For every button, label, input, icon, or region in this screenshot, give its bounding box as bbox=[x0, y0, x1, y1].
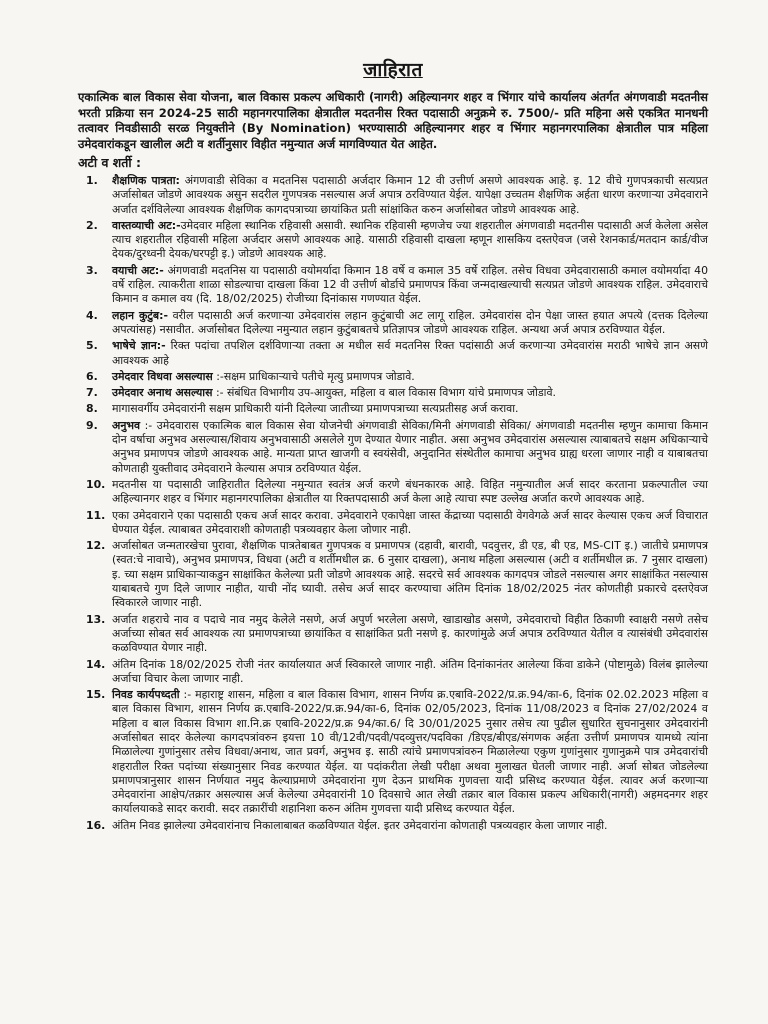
item-text: मागासवर्गीय उमेदवारांनी सक्षम प्राधिकारी यांनी दिलेल्या जातीच्या प्रमाणपत्राच्या सत्यप्रतीसह अर्ज करावा. bbox=[112, 402, 519, 416]
item-text: :- उमेदवारास एकात्मिक बाल विकास सेवा योजनेची अंगणवाडी सेविका/मिनी अंगणवाडी सेविका/ अंगणवाडी मदतनीस म्हणुन कामाचा किमान दोन वर्षाचा अनुभव असल्यास/शिवाय अनुभवासाठी असलेले गुण देण्यात येणार नाहीत. असा अनुभव उमेदवारांस असल्यास त्याबाबतचे सक्षम अधिकाऱ्याचे अनुभव प्रमाणपत्र जोडणे आवश्यक आहे. मान्यता प्राप्त खाजगी व स्वयंसेवी, अनुदानित संस्थेतील कामाचा अनुभव ग्राह्य धरला जाणार नाही व याबाबतचा कोणताही युक्तीवाद उमेदवाराने केल्यास अपात्र ठरविण्यात येईल. bbox=[112, 418, 708, 475]
item-text: उमेदवार महिला स्थानिक रहिवासी असावी. स्थानिक रहिवासी म्हणजेच ज्या शहरातील अंगणवाडी मदतनीस पदासाठी अर्ज केलेला असेल त्याच शहरातील रहिवासी महिला अर्जदार असणे आवश्यक आहे. यासाठी रहिवासी दाखला म्हणून शासकिय दस्तऐवज (जसे रेशनकार्ड/मतदान कार्ड/वीज देयक/दुरध्वनी देयक/घरपट्टी इ.) जोडणे आवश्यक आहे. bbox=[112, 218, 708, 261]
condition-item bbox=[78, 264, 708, 307]
item-label: उमेदवार विधवा असल्यास bbox=[112, 369, 213, 383]
item-number: 12. bbox=[86, 539, 106, 553]
item-number: 13. bbox=[86, 612, 106, 626]
item-number: 11. bbox=[86, 508, 106, 522]
item-text: :-सक्षम प्राधिकाऱ्याचे पतीचे मृत्यु प्रमाणपत्र जोडावे. bbox=[212, 369, 415, 383]
item-label: भाषेचे ज्ञान:- bbox=[112, 339, 166, 353]
item-number: 9. bbox=[86, 418, 98, 432]
condition-item bbox=[78, 478, 708, 507]
item-label: उमेदवार अनाथ असल्यास bbox=[112, 386, 213, 400]
condition-item bbox=[78, 339, 708, 368]
item-number: 8. bbox=[86, 402, 98, 416]
condition-item bbox=[78, 386, 708, 400]
item-text: अंतिम दिनांक 18/02/2025 रोजी नंतर कार्यालयात अर्ज स्विकारले जाणार नाही. अंतिम दिनांकानंतर आलेल्या किंवा डाकेने (पोष्टामुळे) विलंब झालेल्या अर्जाचा विचार केला जाणार नाही. bbox=[112, 657, 708, 685]
condition-item bbox=[78, 419, 708, 476]
condition-item bbox=[78, 509, 708, 538]
item-text: अंगणवाडी मदतनिस या पदासाठी वयोमर्यादा किमान 18 वर्षे व कमाल 35 वर्षे राहिल. तसेच विधवा उमेदवारासाठी कमाल वयोमर्यादा 40 वर्षे राहिल. त्याकरीता शाळा सोडल्याचा दाखला किंवा 12 वी उत्तीर्ण बोर्डाचे प्रमाणपत्र किंवा जन्मदाखल्याची सत्यप्रत जोडणे आवश्यक राहिल. उमेदवाराचे किमान व कमाल वय (दि. 18/02/2025) रोजीच्या दिनांकास गणण्यात येईल. bbox=[112, 263, 709, 306]
condition-item bbox=[78, 219, 708, 262]
item-text: अंतिम निवड झालेल्या उमेदवारांनाच निकालाबाबत कळविण्यात येईल. इतर उमेदवारांना कोणताही पत्रव्यवहार केला जाणार नाही. bbox=[112, 818, 608, 832]
item-text: रिक्त पदांचा तपशिल दर्शविणाऱ्या तक्ता अ मधील सर्व मदतनिस रिक्त पदांसाठी अर्ज करणाऱ्या उमेदवारांस मराठी भाषेचे ज्ञान असणे आवश्यक आहे bbox=[112, 339, 709, 367]
item-label: शैक्षणिक पात्रता: bbox=[112, 174, 180, 187]
conditions-list bbox=[78, 174, 708, 833]
item-text: वरील पदासाठी अर्ज करणाऱ्या उमेदवारांस लहान कुटुंबाची अट लागू राहिल. उमेदवारांस दोन पेक्षा जास्त हयात अपत्ये (दत्तक दिलेल्या अपत्यांसह) नसावीत. अर्जासोबत दिलेल्या नमुन्यात लहान कुटुंबाबतचे प्रतिज्ञापत्र जोडणे आवश्यक राहिल. अन्यथा अर्ज अपात्र ठरविण्यात येईल. bbox=[112, 308, 708, 336]
item-label: निवड कार्यपध्दती bbox=[112, 688, 180, 702]
item-label: वास्तव्याची अट:- bbox=[112, 218, 181, 232]
item-text: एका उमेदवाराने एका पदासाठी एकच अर्ज सादर करावा. उमेदवाराने एकापेक्षा जास्त केंद्राच्या पदासाठी वेगवेगळे अर्ज सादर केल्यास एकच अर्ज विचारात घेण्यात येईल. त्याबाबत उमेदवाराशी कोणताही पत्रव्यवहार केला जोणार नाही. bbox=[112, 508, 708, 536]
item-number: 1. bbox=[86, 174, 98, 187]
condition-item bbox=[78, 688, 708, 817]
item-number: 16. bbox=[86, 818, 106, 832]
condition-item bbox=[78, 370, 708, 384]
condition-item bbox=[78, 819, 708, 833]
item-label: लहान कुटुंब:- bbox=[112, 308, 168, 322]
condition-item bbox=[78, 658, 708, 687]
item-number: 4. bbox=[86, 308, 98, 322]
intro-paragraph: एकात्मिक बाल विकास सेवा योजना, बाल विकास प्रकल्प अधिकारी (नागरी) अहिल्यानगर शहर व भिंगार यांचे कार्यालय अंतर्गत अंगणवाडी मदतनीस भरती प्रक्रिया सन 2024-25 साठी महानगरपालिका क्षेत्रातील मदतनीस रिक्त पदासाठी अनुक्रमे रु. 7500/- प्रति महिना असे एकत्रित मानधनी तत्वावर निवडीसाठी सरळ नियुक्तीने (By Nomination) भरण्यासाठी अहिल्यानगर शहर व भिंगार महानगरपालिका क्षेत्रातील पात्र महिला उमेदवारांकडून खालील अटी व शर्तीनुसार विहीत नमुन्यात अर्ज मागविण्यात येत आहेत. bbox=[78, 90, 708, 151]
item-text: अर्जासोबत जन्मतारखेचा पुरावा, शैक्षणिक पात्रतेबाबत गुणपत्रक व प्रमाणपत्र (दहावी, बारावी, पदवुत्तर, डी एड, बी एड, MS-CIT इ.) जातीचे प्रमाणपत्र (स्वत:चे नावाचे), अनुभव प्रमाणपत्र, विधवा (अटी व शर्तीमधील क्र. 6 नुसार दाखला), अनाथ महिला असल्यास (अटी व शर्तीमधील क्र. 7 नुसार दाखला) इ. च्या सक्षम प्राधिकाऱ्याकडुन साक्षांकित केलेल्या प्रती जोडणे आवश्यक आहे. सदरचे सर्व आवश्यक कागदपत्र जोडले नसल्यास अगर साक्षांकित नसल्यास याबाबतचे गुण दिले जाणार नाहीत, याची नोंद घ्यावी. तसेच अर्ज सादर करण्याचा अंतिम दिनांक 18/02/2025 नंतर कोणतीही प्रकारचे दस्तऐवज स्विकारले जाणार नाही. bbox=[112, 539, 708, 610]
item-label: अनुभव bbox=[112, 418, 141, 432]
item-text: मदतनीस या पदासाठी जाहिरातीत दिलेल्या नमुन्यात स्वतंत्र अर्ज करणे बंधनकारक आहे. विहित नमुन्यातील अर्ज सादर करताना प्रकल्पातील ज्या अहिल्यानगर शहर व भिंगार महानगरपालिका क्षेत्रातील या रिक्तपदासाठी अर्ज केला आहे त्याचा स्पष्ट उल्लेख अर्जात करणे आवश्यक आहे. bbox=[112, 477, 708, 506]
item-number: 15. bbox=[86, 688, 106, 702]
condition-item bbox=[78, 402, 708, 416]
condition-item bbox=[78, 613, 708, 656]
item-text: अंगणवाडी सेविका व मदतनिस पदासाठी अर्जदार किमान 12 वी उत्तीर्ण असणे आवश्यक आहे. इ. 12 वीचे गुणपत्रकाची सत्यप्रत अर्जासोबत जोडणे आवश्यक असुन सदरील गुणपत्रक नसल्यास अर्ज अपात्र ठरविण्यात येईल. यापेक्षा उच्चतम शैक्षणिक अर्हता धारण करणाऱ्या उमेदवाराने अर्जात दर्शविलेल्या आवश्यक शैक्षणिक कागदपत्राच्या छायांकित प्रती सांक्षांकित करुन अर्जासोबत जोडणे आवश्यक आहे. bbox=[112, 174, 709, 216]
item-number: 7. bbox=[86, 386, 98, 400]
item-text: :- संबंधित विभागीय उप-आयुक्त, महिला व बाल विकास विभाग यांचे प्रमाणपत्र जोडावे. bbox=[212, 386, 557, 400]
item-label: वयाची अट:- bbox=[112, 263, 164, 277]
condition-item bbox=[78, 539, 708, 610]
item-number: 2. bbox=[86, 218, 98, 232]
item-number: 3. bbox=[86, 263, 98, 277]
item-number: 6. bbox=[86, 369, 98, 383]
page-title: जाहिरात bbox=[363, 59, 423, 81]
item-text: :- महाराष्ट्र शासन, महिला व बाल विकास विभाग, शासन निर्णय क्र.एबावि-2022/प्र.क्र.94/का-6, दिनांक 02.02.2023 महिला व बाल विकास विभाग, शासन निर्णय क्र.एबावि-2022/प्र.क्र.94/का-6, दिनांक 02/05/2023, दिनांक 11/08/2023 व दिनांक 27/02/2024 व महिला व बाल विकास विभाग शा.नि.क्र एबावि-2022/प्र.क्र 94/का.6/ दि 30/01/2025 नुसार तसेच त्या पुढील सुधारित सुचनानुसार उमेदवारांनी अर्जासोबत सादर केलेल्या कागदपत्रांवरुन इयत्ता 10 वी/12वी/पदवी/पदव्युत्तर/पदविका /डिएड/बीएड/संगणक अर्हता उत्तीर्ण प्रमाणपत्र यामध्ये त्यांना मिळालेल्या गुणांनुसार तसेच विधवा/अनाथ, जात प्रवर्ग, अनुभव इ. साठी त्यांचे प्रमाणपत्रांवरुन मिळालेल्या एकुण गुणांनुसार गुणानुक्रमे पात्र उमेदवारांची शहरातील रिक्त पदांच्या संख्यानुसार निवड करण्यात येईल. या पदांकरीता लेखी परीक्षा अथवा मुलाखत घेतली जाणार नाही. अर्जा सोबत जोडलेल्या प्रमाणपत्रानुसार शासन निर्णयात नमुद केल्याप्रमाणे उमेदवारांना गुण देऊन प्राथमिक गुणवत्ता यादी प्रसिध्द करण्यात येईल. त्यावर अर्ज करणाऱ्या उमेदवारांना आक्षेप/तक्रार असल्यास अर्ज केलेल्या उमेदवारांनी 10 दिवसाचे आत लेखी तक्रार बाल विकास प्रकल्प अधिकारी(नागरी) अहमदनगर शहर कार्यालयाकडे सादर करावी. सदर तक्रारींची शहानिशा करुन अंतिम गुणवत्ता यादी प्रसिध्द करण्यात येईल. bbox=[112, 688, 709, 816]
condition-item bbox=[78, 309, 708, 338]
item-number: 5. bbox=[86, 339, 98, 353]
item-text: अर्जात शहराचे नाव व पदाचे नाव नमुद केलेले नसणे, अर्ज अपुर्ण भरलेला असणे, खाडाखोड असणे, उमेदवाराचो विहीत ठिकाणी स्वाक्षरी नसणे तसेच अर्जाच्या सोबत सर्व आवश्यक त्या प्रमाणपत्राच्या छायांकित व साक्षांकित प्रती नसणे इ. कारणांमुळे अर्ज अपात्र ठरविण्यात येतील व त्यासंबंधी उमेदवारांस कळविण्यात येणार नाही. bbox=[112, 612, 708, 655]
condition-item bbox=[78, 174, 708, 217]
item-number: 14. bbox=[86, 657, 106, 671]
item-number: 10. bbox=[86, 477, 106, 491]
conditions-heading: अटी व शर्ती : bbox=[78, 155, 141, 170]
